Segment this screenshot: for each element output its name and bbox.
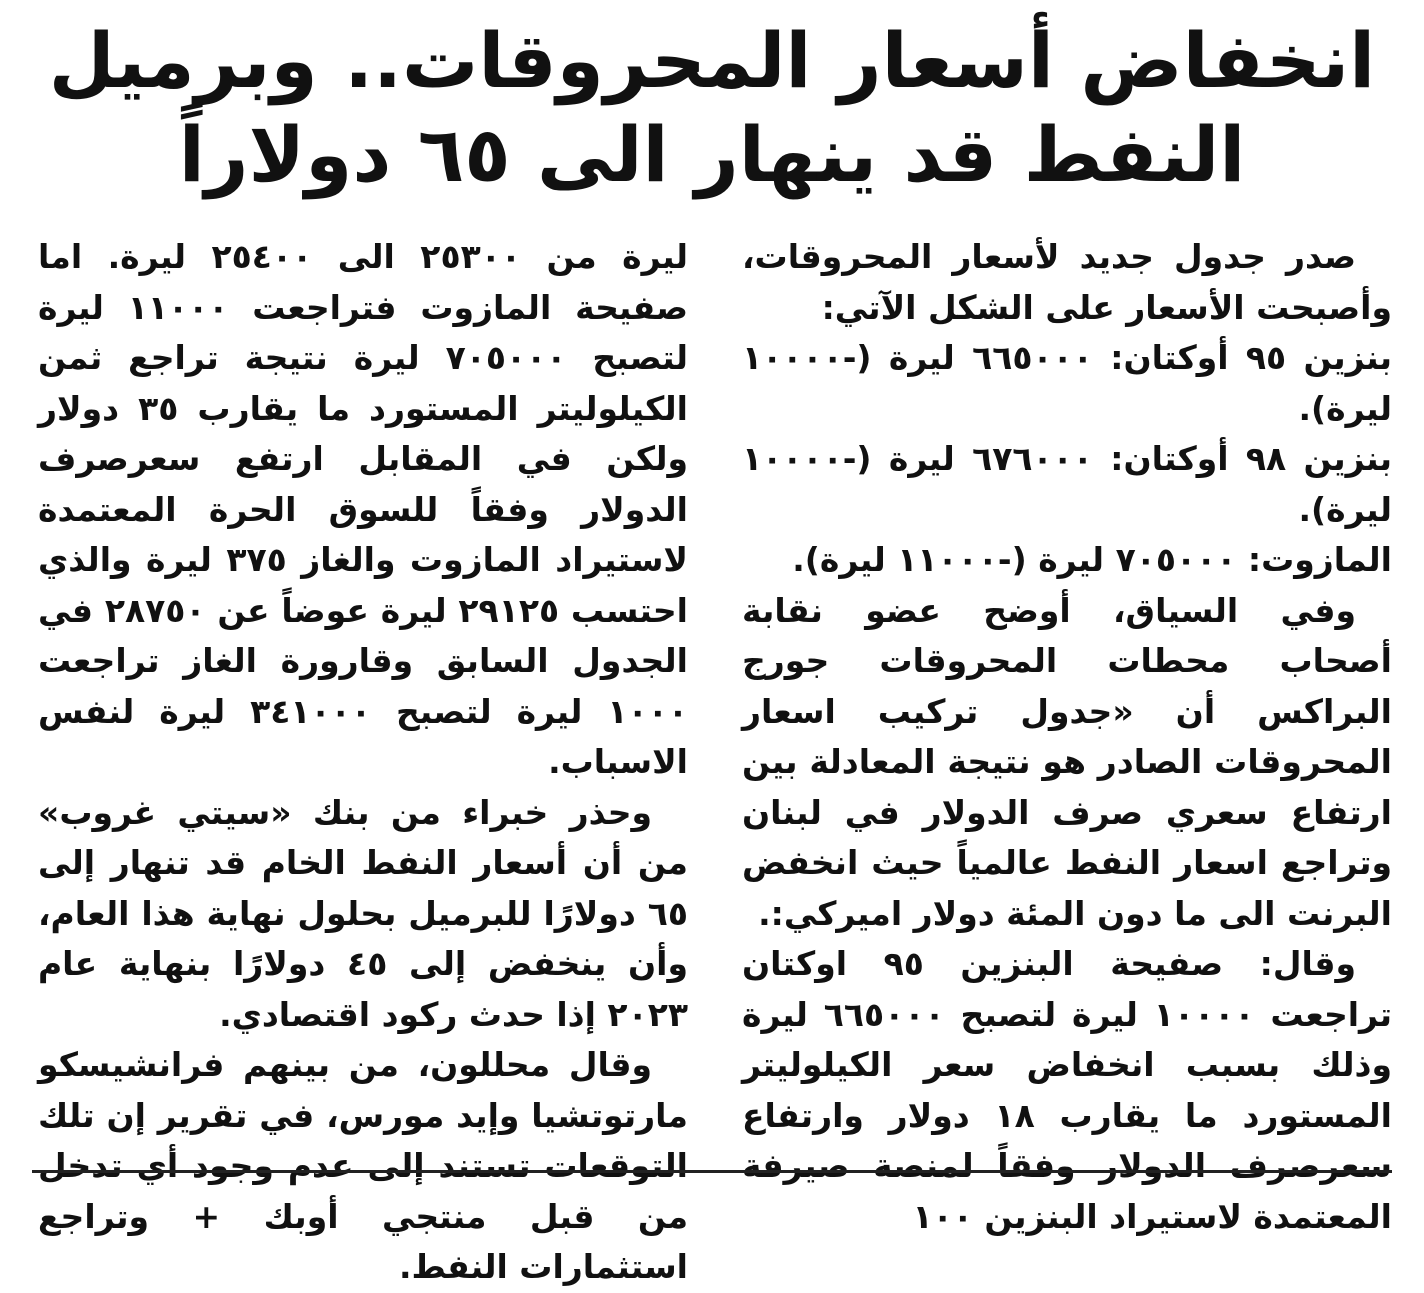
paragraph-gasoline-explanation: وقال: صفيحة البنزين ٩٥ اوكتان تراجعت ١٠٠٠٠ ليرة لتصبح ٦٦٥٠٠٠ ليرة وذلك بسبب انخفاض سعر الكيلوليتر المستورد ما يقارب ١٨ دولار وارتفاع سعرصرف الدولار وفقاً لمنصة صيرفة المعتمدة لاستيراد البنزين ١٠٠	[742, 944, 1392, 1236]
headline-line-2: النفط قد ينهار الى ٦٥ دولاراً	[178, 110, 1246, 199]
headline-line-1: انخفاض أسعار المحروقات.. وبرميل	[48, 16, 1376, 105]
paragraph-brax-statement: وفي السياق، أوضح عضو نقابة أصحاب محطات المحروقات جورج البراكس أن «جدول تركيب اسعار المحروقات الصادر هو نتيجة المعادلة بين ارتفاع سعري صرف الدولار في لبنان وتراجع اسعار النفط عالمياً حيث انخفض البرنت الى ما دون المئة دولار اميركي:.	[742, 590, 1392, 933]
article-column-left	[38, 232, 688, 1293]
article-column-right	[742, 232, 1392, 1242]
bottom-divider	[32, 1170, 1392, 1173]
paragraph-price-gasoline-95: بنزين ٩٥ أوكتان: ٦٦٥٠٠٠ ليرة (-١٠٠٠٠ ليرة).	[742, 338, 1392, 428]
headline	[30, 14, 1394, 202]
paragraph-price-diesel: المازوت: ٧٠٥٠٠٠ ليرة (-١١٠٠٠ ليرة).	[792, 540, 1392, 579]
paragraph-citigroup-warning: وحذر خبراء من بنك «سيتي غروب» من أن أسعار النفط الخام قد تنهار إلى ٦٥ دولارًا للبرميل بحلول نهاية هذا العام، وأن ينخفض إلى ٤٥ دولارًا بنهاية عام ٢٠٢٣ إذا حدث ركود اقتصادي.	[38, 792, 688, 1034]
paragraph-analysts: وقال محللون، من بينهم فرانشيسكو مارتوتشيا وإيد مورس، في تقرير إن تلك التوقعات تستند إلى عدم وجود أي تدخل من قبل منتجي أوبك + وتراجع استثمارات النفط.	[38, 1045, 688, 1286]
paragraph-diesel-gas-explanation: ليرة من ٢٥٣٠٠ الى ٢٥٤٠٠ ليرة. اما صفيحة المازوت فتراجعت ١١٠٠٠ ليرة لتصبح ٧٠٥٠٠٠ ليرة نتيجة تراجع ثمن الكيلوليتر المستورد ما يقارب ٣٥ دولار ولكن في المقابل ارتفع سعرصرف الدولار وفقاً للسوق الحرة المعتمدة لاستيراد المازوت والغاز ٣٧٥ ليرة والذي احتسب ٢٩١٢٥ ليرة عوضاً عن ٢٨٧٥٠ في الجدول السابق وقارورة الغاز تراجعت ١٠٠٠ ليرة لتصبح ٣٤١٠٠٠ ليرة لنفس الاسباب.	[38, 237, 689, 781]
paragraph-intro: صدر جدول جديد لأسعار المحروقات، وأصبحت الأسعار على الشكل الآتي:	[742, 237, 1392, 327]
paragraph-price-gasoline-98: بنزين ٩٨ أوكتان: ٦٧٦٠٠٠ ليرة (-١٠٠٠٠ ليرة).	[742, 439, 1392, 529]
